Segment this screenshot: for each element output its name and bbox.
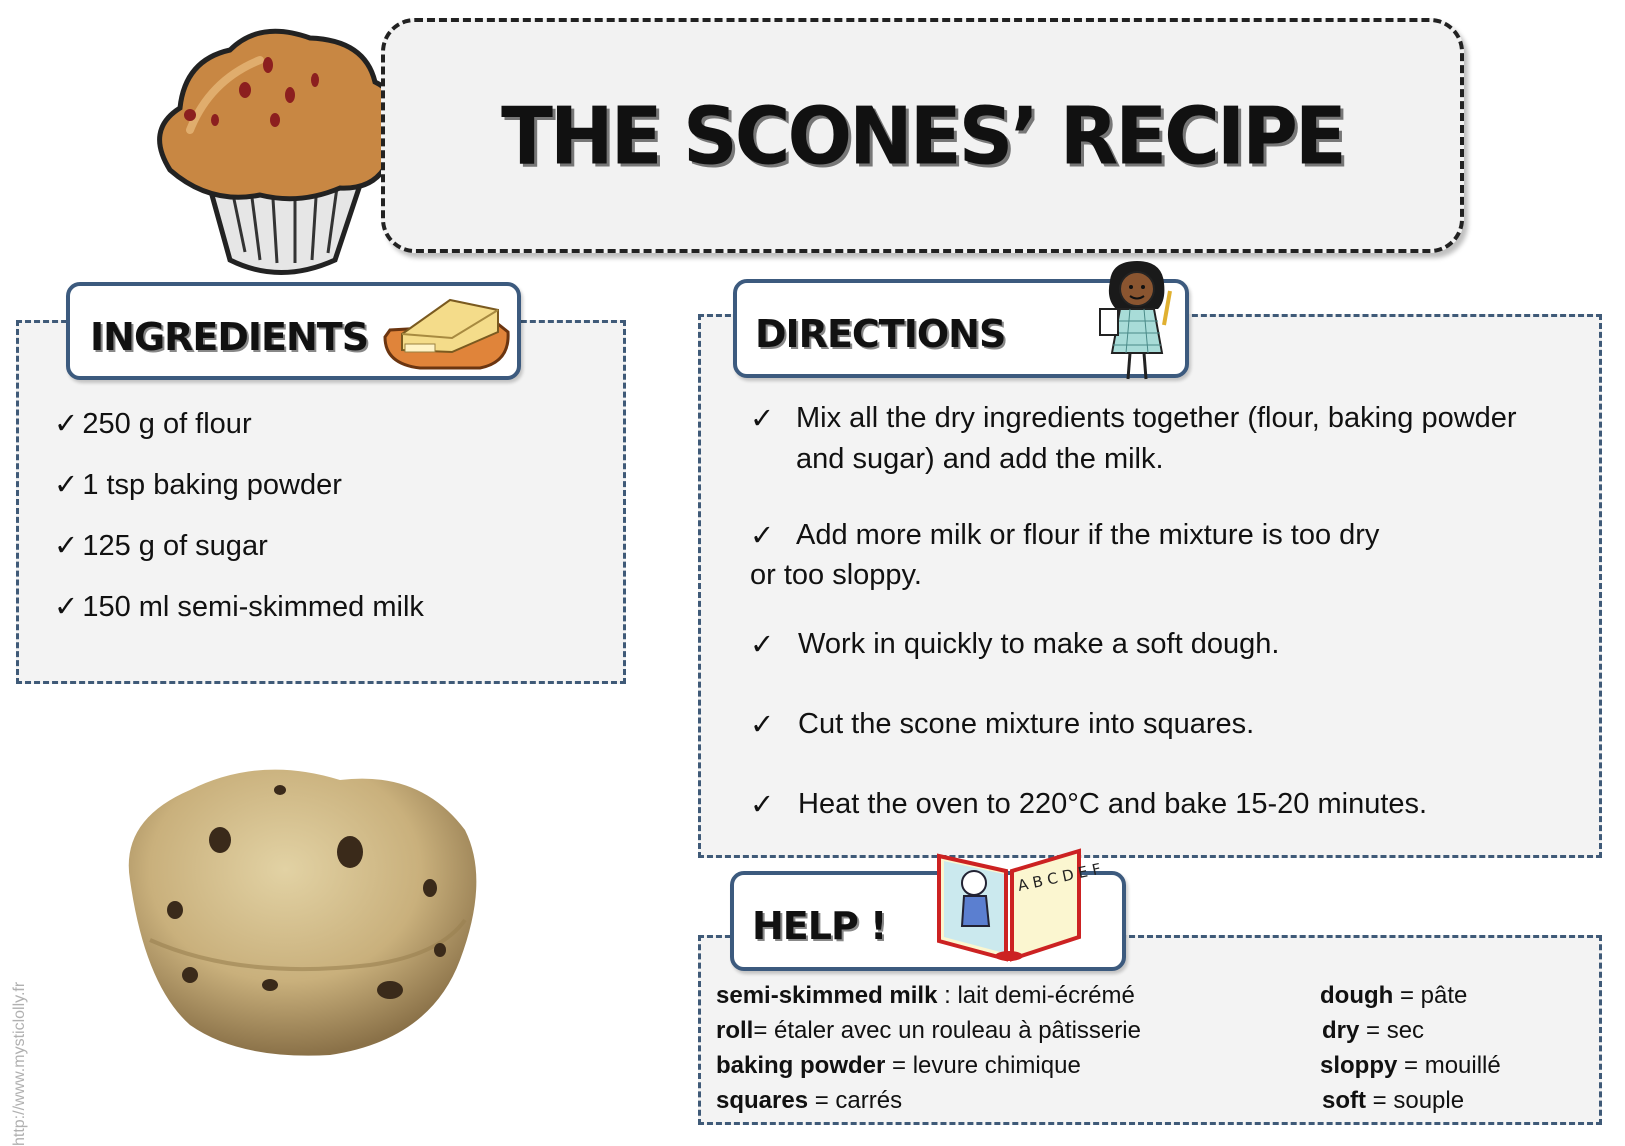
checkmark-icon: ✓	[750, 707, 775, 741]
direction-step: ✓ Work in quickly to make a soft dough.	[750, 624, 1570, 665]
list-item: ✓ 125 g of sugar	[54, 528, 268, 562]
checkmark-icon: ✓	[750, 787, 775, 821]
page-title: THE SCONES’ RECIPE	[501, 88, 1344, 183]
checkmark-icon: ✓	[54, 528, 79, 562]
girl-with-clipboard-icon	[1092, 261, 1182, 381]
glossary-item: soft = souple	[1322, 1087, 1465, 1114]
list-item: ✓ 150 ml semi-skimmed milk	[54, 589, 424, 623]
scone-photo	[120, 760, 490, 1060]
glossary-item: squares = carrés	[716, 1087, 903, 1114]
direction-step: ✓ Mix all the dry ingredients together (flour, baking powder and sugar) and add the milk.	[750, 398, 1530, 480]
help-heading: HELP !	[752, 904, 887, 948]
checkmark-icon: ✓	[750, 627, 775, 661]
list-item: ✓ 250 g of flour	[54, 406, 252, 440]
open-book-icon	[934, 841, 1103, 961]
ingredient-list	[54, 405, 424, 649]
glossary-item: sloppy = mouillé	[1320, 1052, 1501, 1079]
glossary-item: semi-skimmed milk : lait demi-écrémé	[716, 982, 1135, 1009]
direction-step-continuation: or too sloppy.	[750, 559, 922, 591]
directions-heading: DIRECTIONS	[755, 312, 1006, 356]
muffin-icon	[150, 20, 412, 270]
ingredients-heading: INGREDIENTS	[90, 315, 369, 359]
title-banner	[381, 18, 1464, 253]
directions-tab	[733, 279, 1189, 378]
glossary-item: baking powder = levure chimique	[716, 1052, 1081, 1079]
checkmark-icon: ✓	[54, 589, 79, 623]
checkmark-icon: ✓	[54, 406, 79, 440]
checkmark-icon: ✓	[54, 467, 79, 501]
butter-dish-icon	[380, 292, 515, 374]
checkmark-icon: ✓	[750, 401, 775, 435]
checkmark-icon: ✓	[750, 518, 775, 552]
glossary-item: roll= étaler avec un rouleau à pâtisserie	[716, 1017, 1141, 1044]
book-letters: A B C D E F	[1016, 859, 1103, 895]
glossary-item: dry = sec	[1322, 1017, 1425, 1044]
help-tab	[730, 859, 1126, 971]
direction-step: ✓ Add more milk or flour if the mixture is too dry	[750, 515, 1570, 556]
ingredients-tab	[66, 282, 521, 380]
watermark: http://www.mysticlolly.fr	[11, 981, 28, 1146]
list-item: ✓ 1 tsp baking powder	[54, 467, 342, 501]
direction-step: ✓ Heat the oven to 220°C and bake 15-20 minutes.	[750, 784, 1570, 825]
glossary-item: dough = pâte	[1320, 982, 1468, 1009]
direction-step: ✓ Cut the scone mixture into squares.	[750, 704, 1570, 745]
